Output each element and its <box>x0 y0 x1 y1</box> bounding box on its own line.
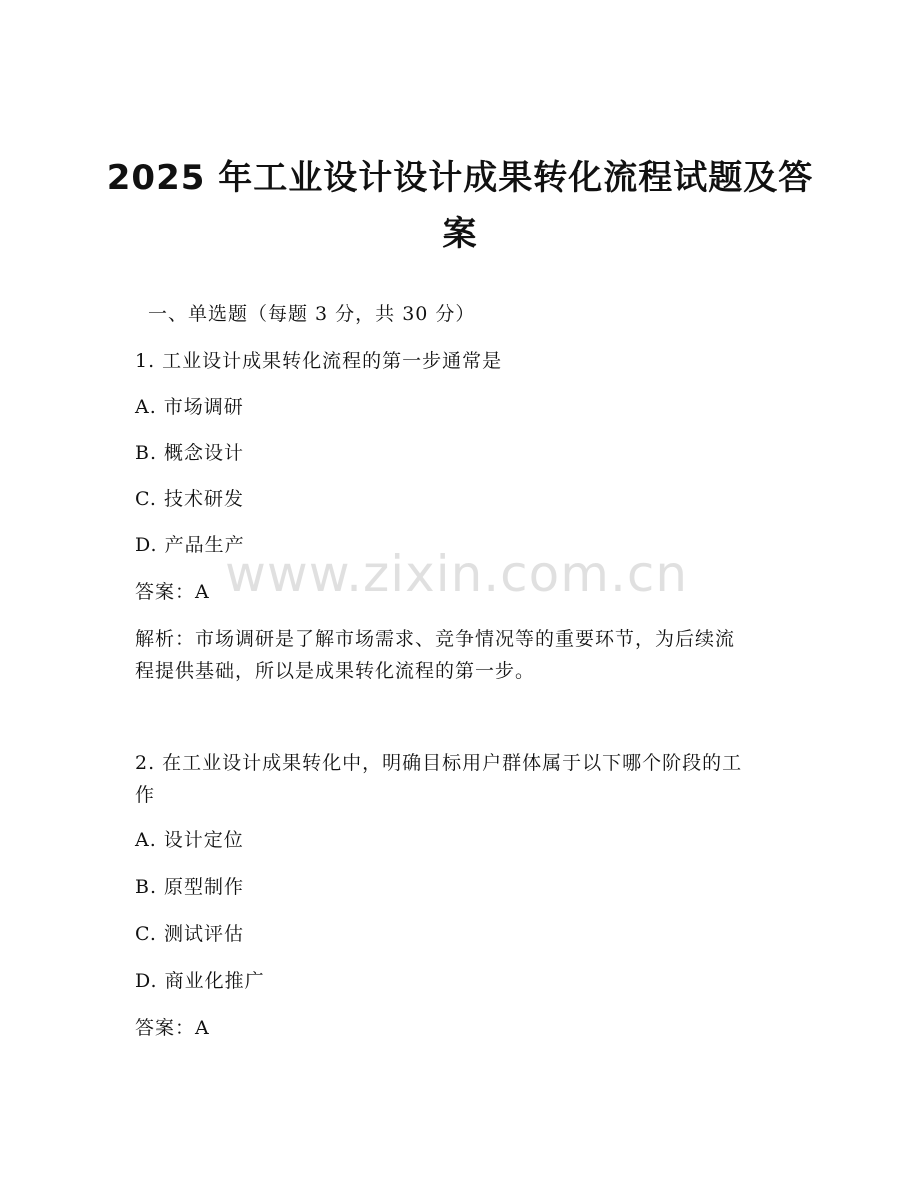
question-1-explanation-line-2: 程提供基础，所以是成果转化流程的第一步。 <box>135 660 536 682</box>
question-2-answer: 答案：A <box>135 1017 210 1039</box>
question-1-option-d: D. 产品生产 <box>135 534 245 556</box>
watermark: www.zixin.com.cn <box>225 545 689 603</box>
question-2-text-line-2: 作 <box>135 784 156 806</box>
question-1-explanation-line-1: 解析：市场调研是了解市场需求、竞争情况等的重要环节，为后续流 <box>135 628 736 650</box>
question-1-answer: 答案：A <box>135 581 210 603</box>
question-1-option-c: C. 技术研发 <box>135 488 244 510</box>
question-2-option-d: D. 商业化推广 <box>135 970 265 992</box>
question-1-text: 1. 工业设计成果转化流程的第一步通常是 <box>135 350 503 372</box>
document-title-line-1: 2025 年工业设计设计成果转化流程试题及答 <box>106 158 814 198</box>
question-2-option-c: C. 测试评估 <box>135 923 244 945</box>
section-heading: 一、单选题（每题 3 分，共 30 分） <box>148 303 476 325</box>
question-2-text-line-1: 2. 在工业设计成果转化中，明确目标用户群体属于以下哪个阶段的工 <box>135 752 743 774</box>
document-title <box>60 150 860 262</box>
document-title-line-2: 案 <box>442 214 478 254</box>
question-2-option-a: A. 设计定位 <box>135 829 244 851</box>
question-2-option-b: B. 原型制作 <box>135 876 245 898</box>
question-1-option-a: A. 市场调研 <box>135 396 244 418</box>
question-1-option-b: B. 概念设计 <box>135 442 245 464</box>
